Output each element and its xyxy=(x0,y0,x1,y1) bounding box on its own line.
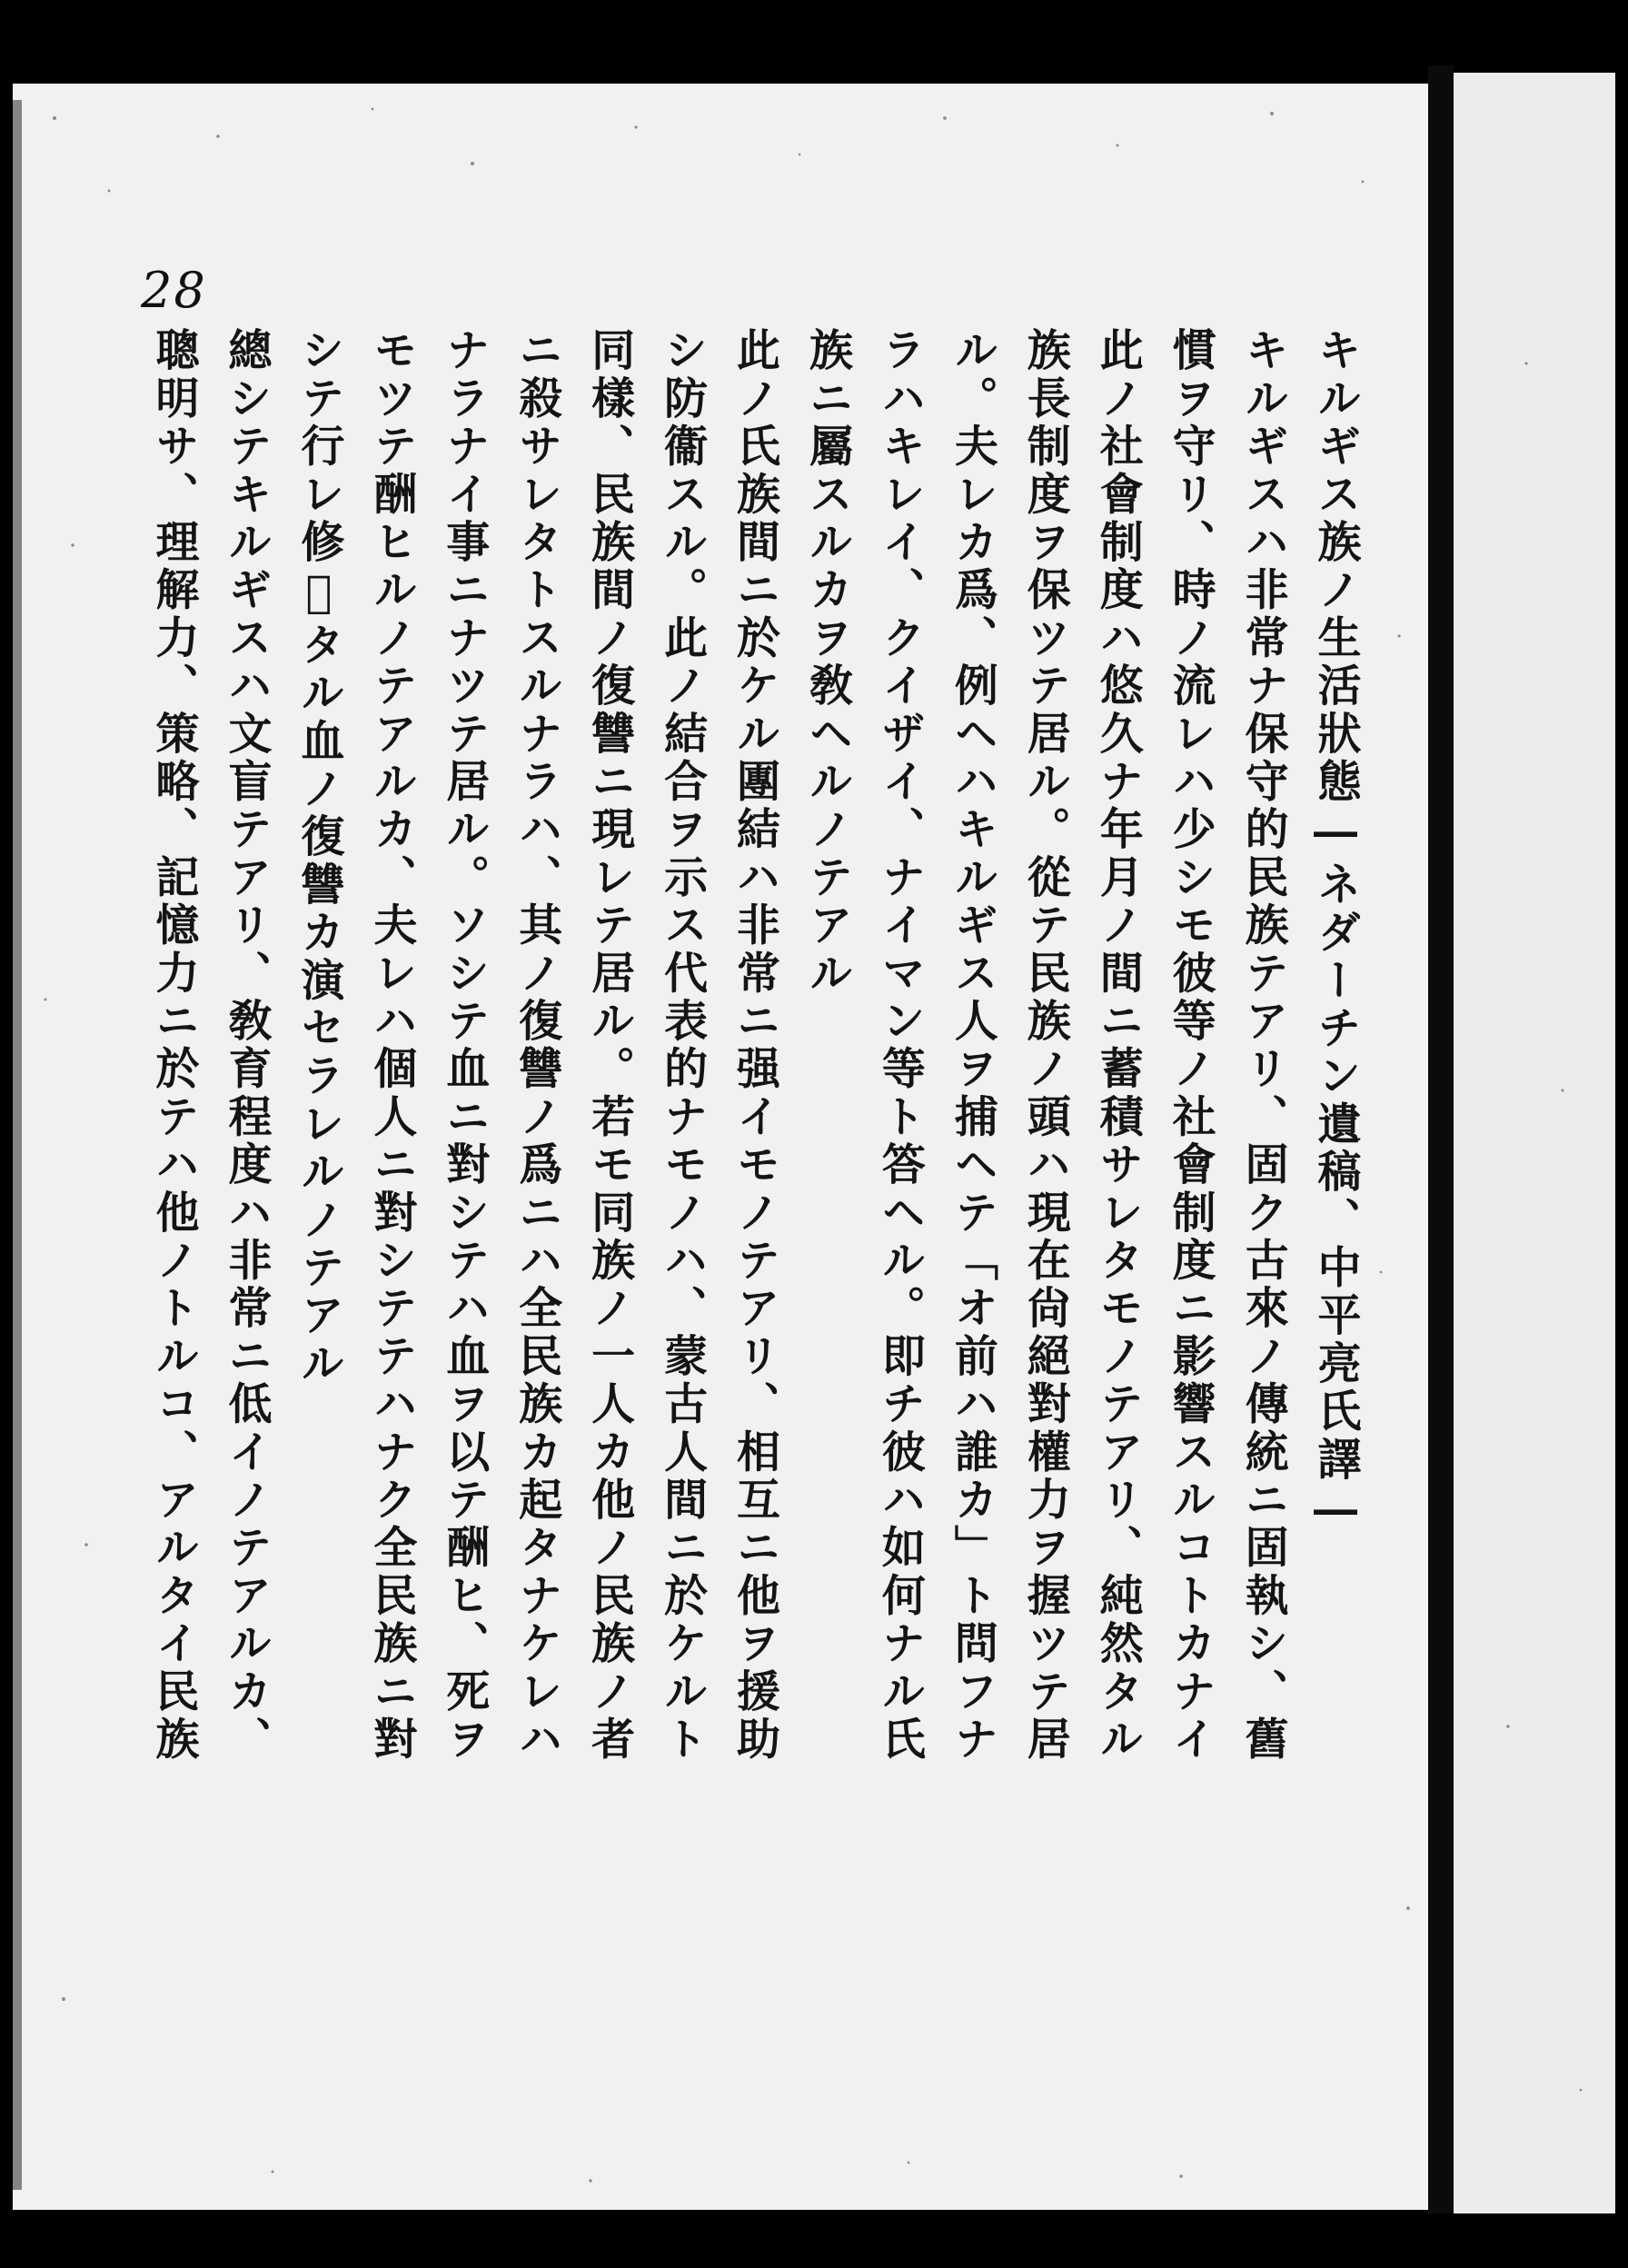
text-column: ル。夫レカ爲、例ヘハキルギス人ヲ捕ヘテ「オ前ハ誰カ」ト問フナ xyxy=(947,327,998,1764)
text-column: 族ニ屬スルカヲ敎ヘルノテアル xyxy=(801,327,853,998)
text-column: 族長制度ヲ保ツテ居ル。從テ民族ノ頭ハ現在尙絕對權力ヲ握ツテ居 xyxy=(1019,327,1071,1764)
text-column: ラハキレイ、クイザイ、ナイマン等ト答ヘル。即チ彼ハ如何ナル氏 xyxy=(874,327,926,1764)
text-column: キルギス族ノ生活狀態―ネダーチン遺稿、中平亮氏譯― xyxy=(1310,327,1361,1539)
page-number: 28 xyxy=(141,262,207,319)
text-column: シテ行レ修𫝕タル血ノ復讐カ演セラレルノテアル xyxy=(293,327,344,1388)
text-column: 聰明サ、理解力、策略、記憶力ニ於テハ他ノトルコ、アルタイ民族 xyxy=(148,327,199,1764)
text-column: ニ殺サレタトスルナラハ、其ノ復讐ノ爲ニハ全民族カ起タナケレハ xyxy=(511,327,562,1764)
binding-gutter xyxy=(1428,65,1454,2213)
text-column: 同樣、民族間ノ復讐ニ現レテ居ル。若モ同族ノ一人カ他ノ民族ノ者 xyxy=(583,327,635,1764)
text-column: シ防衞スル。此ノ結合ヲ示ス代表的ナモノハ、蒙古人間ニ於ケルト xyxy=(656,327,708,1764)
text-column: キルギスハ非常ナ保守的民族テアリ、固ク古來ノ傳統ニ固執シ、舊 xyxy=(1237,327,1289,1764)
text-column: 此ノ社會制度ハ悠久ナ年月ノ間ニ蓄積サレタモノテアリ、純然タル xyxy=(1092,327,1144,1764)
adjacent-page-edge xyxy=(1454,73,1615,2213)
text-column: モツテ酬ヒルノテアルカ、夫レハ個人ニ對シテテハナク全民族ニ對 xyxy=(365,327,417,1764)
vertical-text-block xyxy=(144,327,1365,2154)
text-column: ナラナイ事ニナツテ居ル。ソシテ血ニ對シテハ血ヲ以テ酬ヒ、死ヲ xyxy=(438,327,490,1764)
text-column: 總シテキルギスハ文盲テアリ、敎育程度ハ非常ニ低イノテアルカ、 xyxy=(220,327,272,1764)
text-column: 此ノ氏族間ニ於ケル團結ハ非常ニ强イモノテアリ、相互ニ他ヲ援助 xyxy=(729,327,780,1764)
text-column: 慣ヲ守リ、時ノ流レハ少シモ彼等ノ社會制度ニ影響スルコトカナイ xyxy=(1165,327,1216,1764)
